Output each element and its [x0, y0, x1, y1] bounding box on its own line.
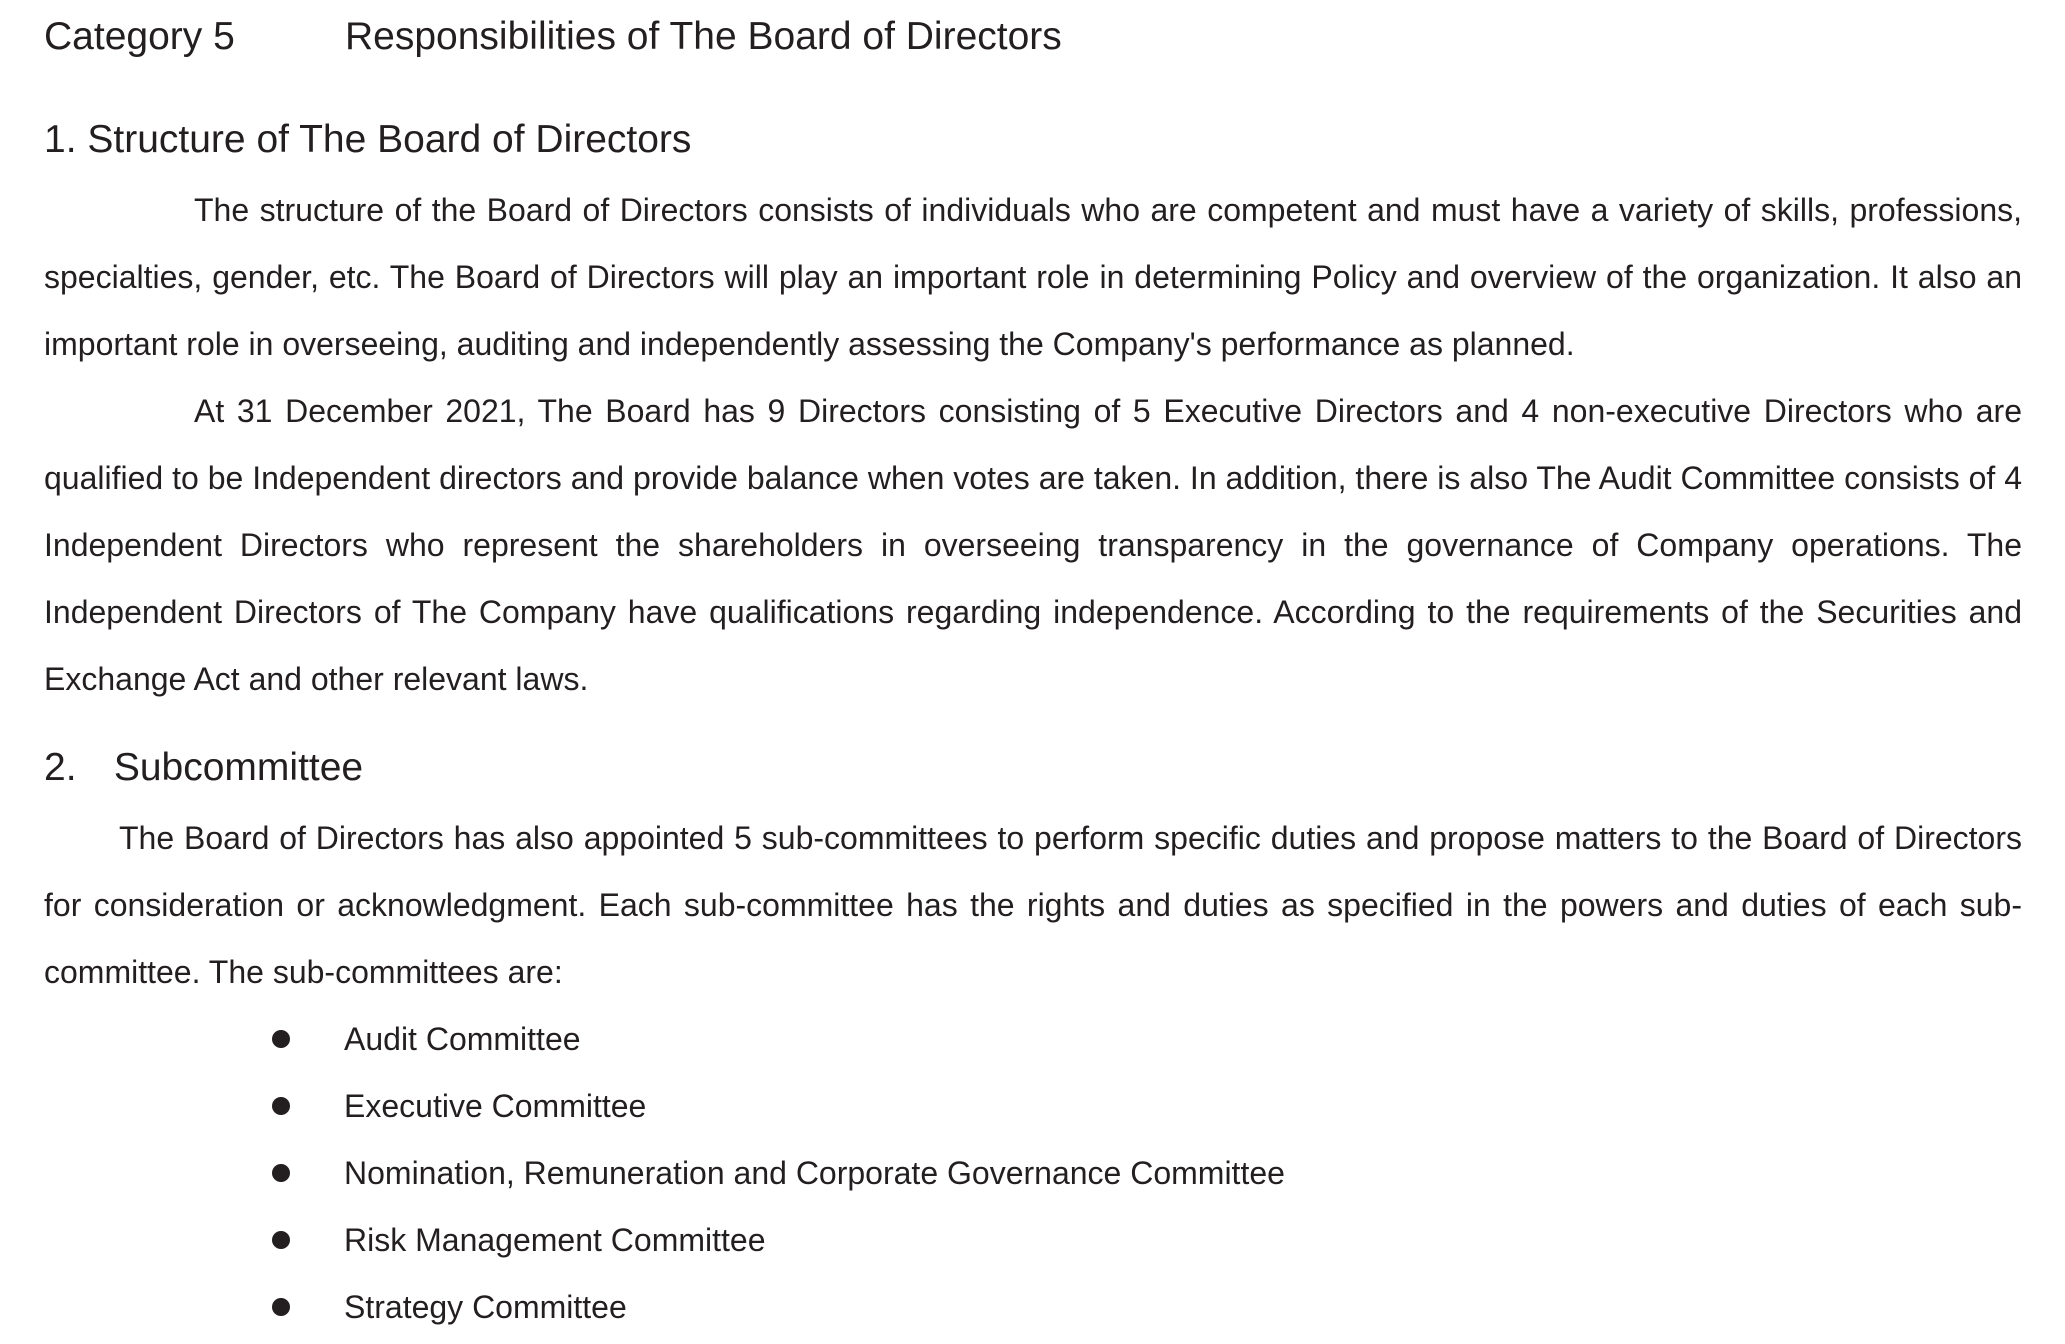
list-item — [0, 1274, 1285, 1341]
section-2-title: Subcommittee — [113, 746, 364, 789]
section-1-heading — [44, 115, 691, 165]
bullet-icon — [272, 1298, 290, 1316]
bullet-icon — [272, 1231, 290, 1249]
committee-list — [0, 1006, 1285, 1341]
section-1-number: 1. — [44, 118, 77, 161]
committee-name: Audit Committee — [344, 1021, 581, 1057]
committee-name: Executive Committee — [344, 1088, 647, 1124]
section-2-paragraph: The Board of Directors has also appointed 5 sub-committees to perform specific duties and propose matters to the Board of Directors for consideration or acknowledgment. Each sub-committee has the rights and duties as specified in the powers and duties of each sub-committee. The sub-committees are: — [44, 820, 2022, 990]
category-label: Category 5 — [44, 15, 235, 58]
section-1-title: Structure of The Board of Directors — [87, 118, 692, 161]
committee-name: Risk Management Committee — [344, 1222, 766, 1258]
list-item — [0, 1006, 1285, 1073]
section-2-heading — [44, 743, 363, 793]
bullet-icon — [272, 1097, 290, 1115]
bullet-icon — [272, 1030, 290, 1048]
section-2-number: 2. — [44, 746, 77, 789]
category-header — [44, 12, 1062, 62]
list-item — [0, 1140, 1285, 1207]
list-item — [0, 1073, 1285, 1140]
committee-name: Nomination, Remuneration and Corporate Governance Committee — [344, 1155, 1285, 1191]
bullet-icon — [272, 1164, 290, 1182]
category-title: Responsibilities of The Board of Directors — [345, 15, 1062, 58]
section-1-paragraph-2: At 31 December 2021, The Board has 9 Directors consisting of 5 Executive Directors and 4 non-executive Directors who are qualified to be Independent directors and provide balance when votes are taken. In addition, there is also The Audit Committee consists of 4 Independent Directors who represent the shareholders in overseeing transparency in the governance of Company operations. The Independent Directors of The Company have qualifications regarding independence. According to the requirements of the Securities and Exchange Act and other relevant laws. — [44, 393, 2022, 697]
list-item — [0, 1207, 1285, 1274]
committee-name: Strategy Committee — [344, 1289, 627, 1325]
section-1-paragraph-1: The structure of the Board of Directors consists of individuals who are competent and must have a variety of skills, professions, specialties, gender, etc. The Board of Directors will play an important role in determining Policy and overview of the organization. It also an important role in overseeing, auditing and independently assessing the Company's performance as planned. — [44, 192, 2022, 362]
